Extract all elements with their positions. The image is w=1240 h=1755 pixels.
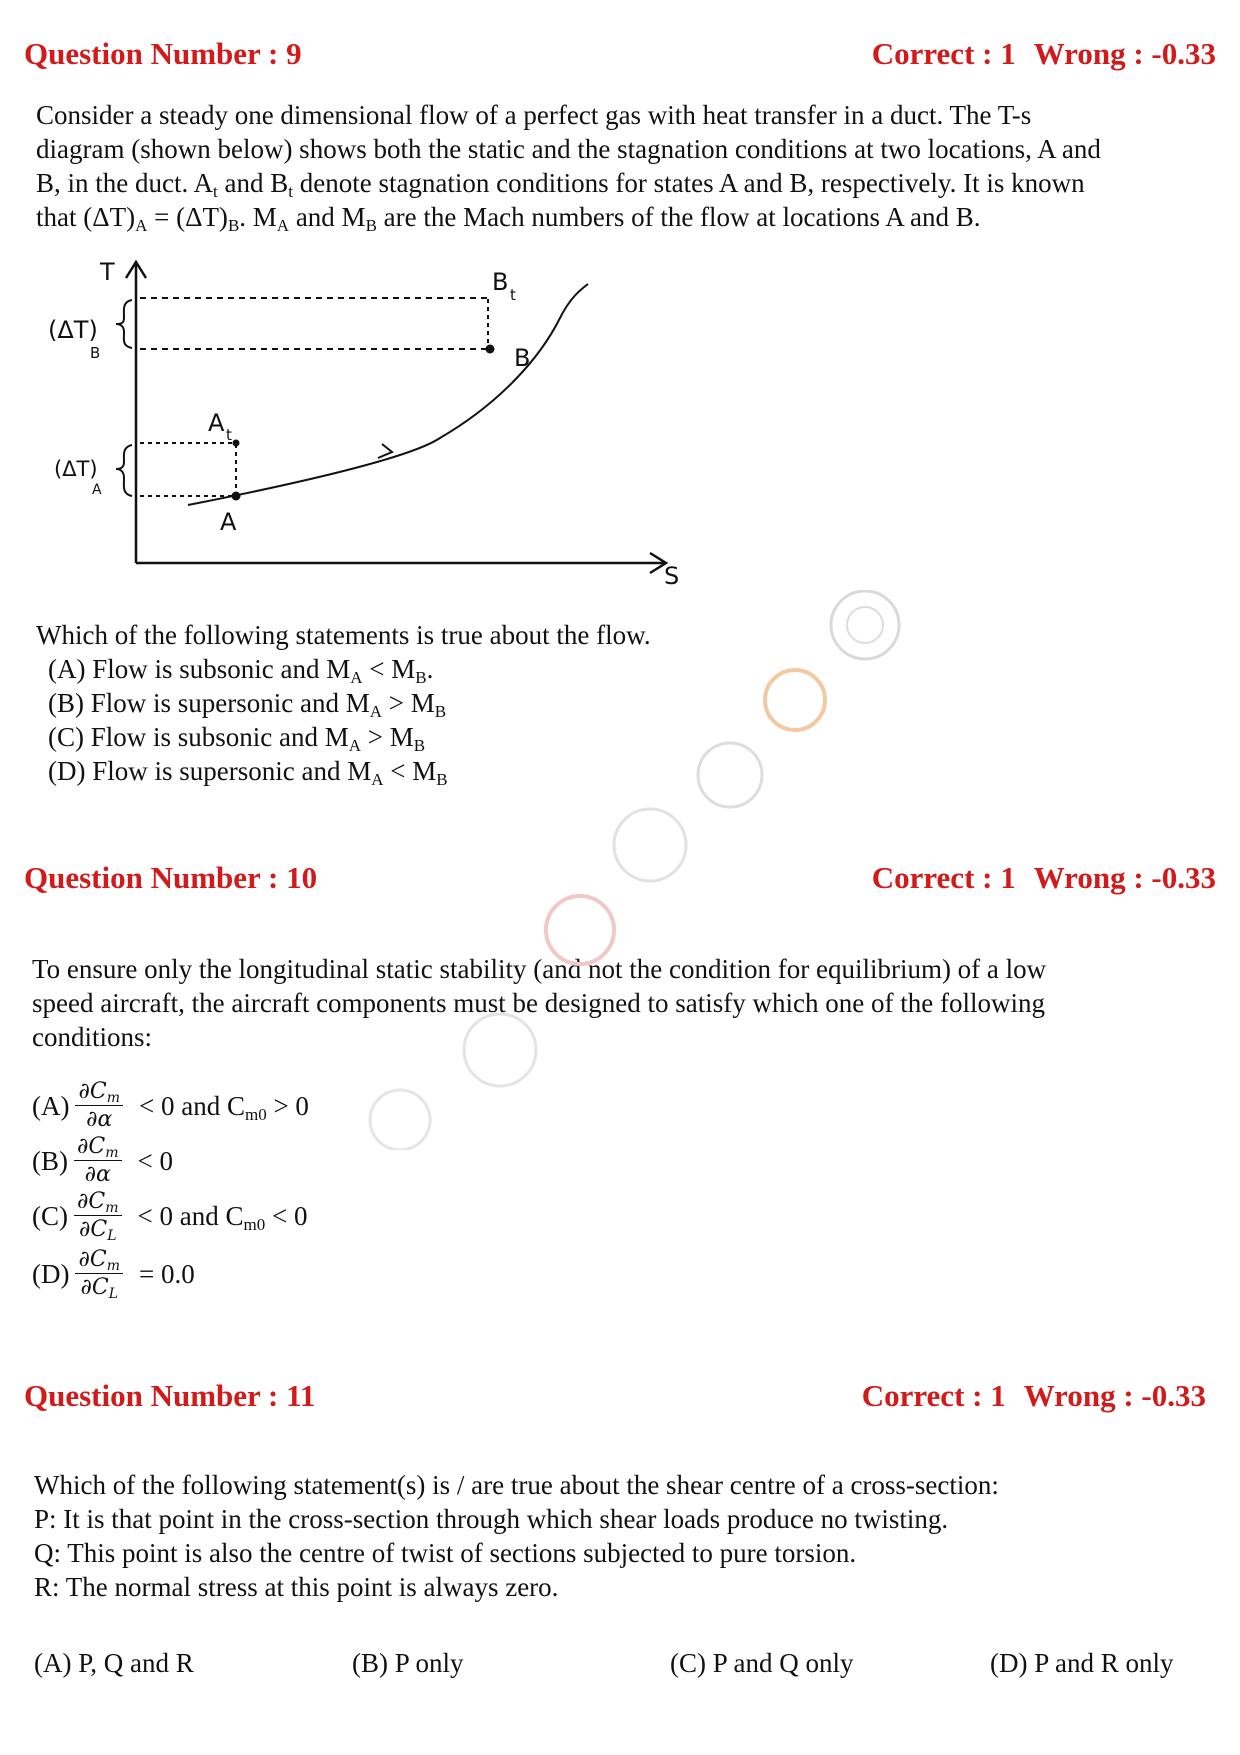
score-info bbox=[872, 36, 1216, 72]
question-9-text bbox=[36, 98, 1216, 234]
question-10-header bbox=[24, 860, 1216, 896]
label-bt-sub: t bbox=[510, 286, 516, 304]
t-axis-label: T bbox=[100, 258, 115, 286]
question-11-text bbox=[34, 1468, 1214, 1604]
seal-icon bbox=[765, 670, 825, 730]
flow-direction-arrow bbox=[378, 444, 392, 458]
label-b: B bbox=[514, 344, 531, 372]
label-at: A bbox=[208, 409, 225, 437]
label-dt-a-sub: A bbox=[92, 482, 102, 498]
label-dt-b: (ΔT) bbox=[48, 316, 98, 344]
question-11-header bbox=[24, 1378, 1216, 1414]
question-number: Question Number : 9 bbox=[24, 36, 302, 71]
s-axis-label: S bbox=[664, 562, 680, 588]
question-10-text bbox=[32, 952, 1212, 1054]
text-line: To ensure only the longitudinal static stability (and not the condition for equilibrium) of a low bbox=[32, 954, 1047, 984]
text-line: conditions: bbox=[32, 1022, 152, 1052]
label-dt-b-sub: B bbox=[90, 344, 101, 362]
fraction: $\frac{\partial C_m}{\partial C_L}$ bbox=[75, 1248, 123, 1300]
seal-icon bbox=[698, 743, 762, 807]
text-line: R: The normal stress at this point is always zero. bbox=[34, 1572, 559, 1602]
text-line: Which of the following statement(s) is / are true about the shear centre of a cross-section: bbox=[34, 1470, 999, 1500]
process-curve bbox=[188, 284, 588, 505]
text-line: B, in the duct. $A_t$ and $B_t$ denote stagnation conditions for states A and B, respectively. It is known bbox=[36, 168, 1085, 201]
text-line: that $(\Delta T)_A = (\Delta T)_B$. $M_A$ and $M_B$ are the Mach numbers of the flow at locations A and B. bbox=[36, 202, 981, 235]
option-c[interactable]: (C) Flow is subsonic and $M_A > M_B$ bbox=[48, 722, 426, 755]
label-at-sub: t bbox=[226, 426, 232, 444]
label-bt: B bbox=[492, 268, 509, 296]
text-line: Q: This point is also the centre of twist of sections subjected to pure torsion. bbox=[34, 1538, 857, 1568]
option-a[interactable]: (A) $\frac{\partial C_m}{\partial\alpha}$ < 0 and $C_{m0} > 0$ bbox=[32, 1079, 309, 1132]
question-9-header bbox=[24, 36, 1216, 72]
question-number: Question Number : 10 bbox=[24, 860, 318, 895]
text-line: P: It is that point in the cross-section through which shear loads produce no twisting. bbox=[34, 1504, 949, 1534]
correct-mark: Correct : 1 bbox=[871, 860, 1016, 895]
label-a: A bbox=[220, 508, 237, 536]
option-d[interactable]: (D) $\frac{\partial C_m}{\partial C_L}$ = 0.0 bbox=[32, 1247, 195, 1302]
text-line: diagram (shown below) shows both the static and the stagnation conditions at two locations, A and bbox=[36, 134, 1101, 164]
correct-mark: Correct : 1 bbox=[871, 36, 1016, 71]
option-c[interactable]: (C) $\frac{\partial C_m}{\partial C_L}$ < 0 and $C_{m0} < 0$ bbox=[32, 1189, 308, 1244]
brace-dt-b bbox=[116, 300, 132, 348]
option-d[interactable]: (D) Flow is supersonic and $M_A < M_B$ bbox=[48, 756, 448, 789]
option-b[interactable]: (B) $\frac{\partial C_m}{\partial\alpha}$ < 0 bbox=[32, 1134, 173, 1187]
wrong-mark: Wrong : -0.33 bbox=[1033, 860, 1216, 895]
option-a[interactable]: (A) P, Q and R bbox=[34, 1648, 194, 1678]
fraction: $\frac{\partial C_m}{\partial C_L}$ bbox=[74, 1190, 122, 1242]
text-line: Consider a steady one dimensional flow of a perfect gas with heat transfer in a duct. The T-s bbox=[36, 100, 1032, 130]
correct-mark: Correct : 1 bbox=[861, 1378, 1006, 1413]
question-9-prompt bbox=[36, 618, 1216, 652]
option-c[interactable]: (C) P and Q only bbox=[670, 1648, 854, 1678]
point-b bbox=[486, 345, 495, 354]
question-number: Question Number : 11 bbox=[24, 1378, 316, 1413]
fraction: $\frac{\partial C_m}{\partial\alpha}$ bbox=[74, 1135, 122, 1187]
option-b[interactable]: (B) P only bbox=[352, 1648, 464, 1678]
score-info bbox=[862, 1378, 1206, 1414]
option-b[interactable]: (B) Flow is supersonic and $M_A > M_B$ bbox=[48, 688, 447, 721]
seal-icon bbox=[370, 1090, 430, 1150]
text-line: speed aircraft, the aircraft components must be designed to satisfy which one of the following bbox=[32, 988, 1045, 1018]
ts-diagram bbox=[40, 248, 700, 588]
brace-dt-a bbox=[116, 445, 132, 496]
option-d[interactable]: (D) P and R only bbox=[990, 1648, 1174, 1678]
fraction: $\frac{\partial C_m}{\partial\alpha}$ bbox=[75, 1080, 123, 1132]
prompt-text: Which of the following statements is true about the flow. bbox=[36, 620, 651, 650]
wrong-mark: Wrong : -0.33 bbox=[1033, 36, 1216, 71]
point-a bbox=[232, 492, 241, 501]
point-at bbox=[233, 440, 240, 447]
label-dt-a: (ΔT) bbox=[54, 457, 98, 481]
score-info bbox=[872, 860, 1216, 896]
option-a[interactable]: (A) Flow is subsonic and $M_A < M_B$. bbox=[48, 654, 434, 687]
wrong-mark: Wrong : -0.33 bbox=[1023, 1378, 1206, 1413]
